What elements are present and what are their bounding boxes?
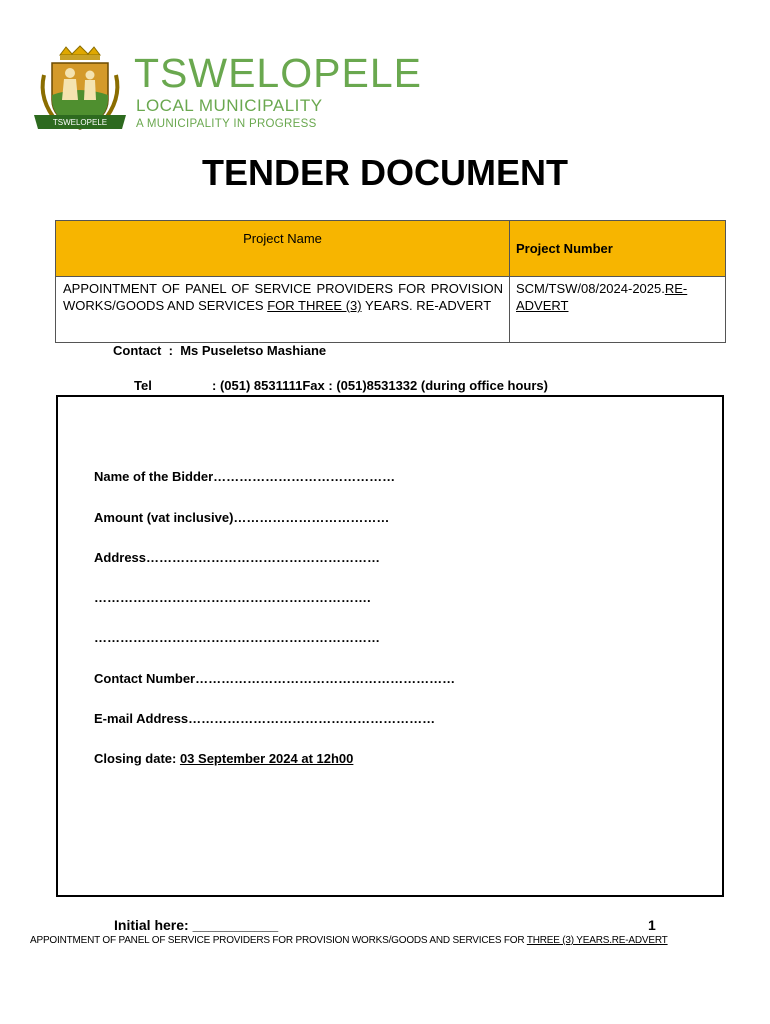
bidder-name-field[interactable]: Name of the Bidder…………………………………… [94,469,396,484]
amount-field[interactable]: Amount (vat inclusive)……………………………… [94,510,390,525]
contact-label: Contact [113,343,162,358]
municipal-crest-icon [30,45,130,135]
project-number-tail: ADVERT [516,298,569,313]
brand-subtitle: LOCAL MUNICIPALITY [136,96,323,115]
project-name-value [56,277,510,343]
project-name-header: Project Name [56,221,510,277]
closing-date-label: Closing date: [94,751,180,766]
telephone-line [134,378,548,393]
initial-here: Initial here: ___________ [114,917,279,933]
contact-name: Ms Puseletso Mashiane [180,343,327,358]
footer-note-underlined: THREE (3) YEARS.RE-ADVERT [526,935,668,946]
address-line-2-field[interactable]: ………………………………………………………. [94,590,371,605]
tel-label: Tel [134,378,152,393]
project-number-value [510,277,726,343]
project-name-tail: YEARS. RE-ADVERT [361,298,492,313]
bidder-details-box [56,395,724,897]
email-field[interactable]: E-mail Address………………………………………………… [94,711,436,726]
contact-number-field[interactable]: Contact Number…………………………………………………… [94,671,456,686]
document-title: TENDER DOCUMENT [202,152,568,193]
contact-line [113,343,326,358]
page-number: 1 [648,917,656,933]
contact-separator: : [168,343,173,358]
crest-ribbon-text: TSWELOPELE [52,118,108,127]
footer-note [30,935,668,946]
project-table [55,220,726,343]
address-field[interactable]: Address……………………………………………… [94,550,381,565]
brand-tagline: A MUNICIPALITY IN PROGRESS [136,118,317,130]
footer-note-text: APPOINTMENT OF PANEL OF SERVICE PROVIDERS FOR PROVISION WORKS/GOODS AND SERVICES FOR [30,935,527,946]
closing-date [94,751,353,766]
closing-date-value: 03 September 2024 at 12h00 [179,751,354,766]
project-name-underlined: FOR THREE (3) [267,298,362,313]
project-number-underlined: RE- [664,281,688,296]
project-number-text: SCM/TSW/08/2024-2025. [516,281,665,296]
municipality-logo [30,45,450,135]
project-name-text: APPOINTMENT OF PANEL OF SERVICE PROVIDERS FOR PROVISION WORKS/GOODS AND SERVICES [63,281,503,313]
project-number-header: Project Number [510,221,726,277]
address-line-3-field[interactable]: ………………………………………………………… [94,630,380,645]
brand-name: TSWELOPELE [134,50,422,96]
tel-value: : (051) 8531111Fax : (051)8531332 (during office hours) [212,378,548,393]
